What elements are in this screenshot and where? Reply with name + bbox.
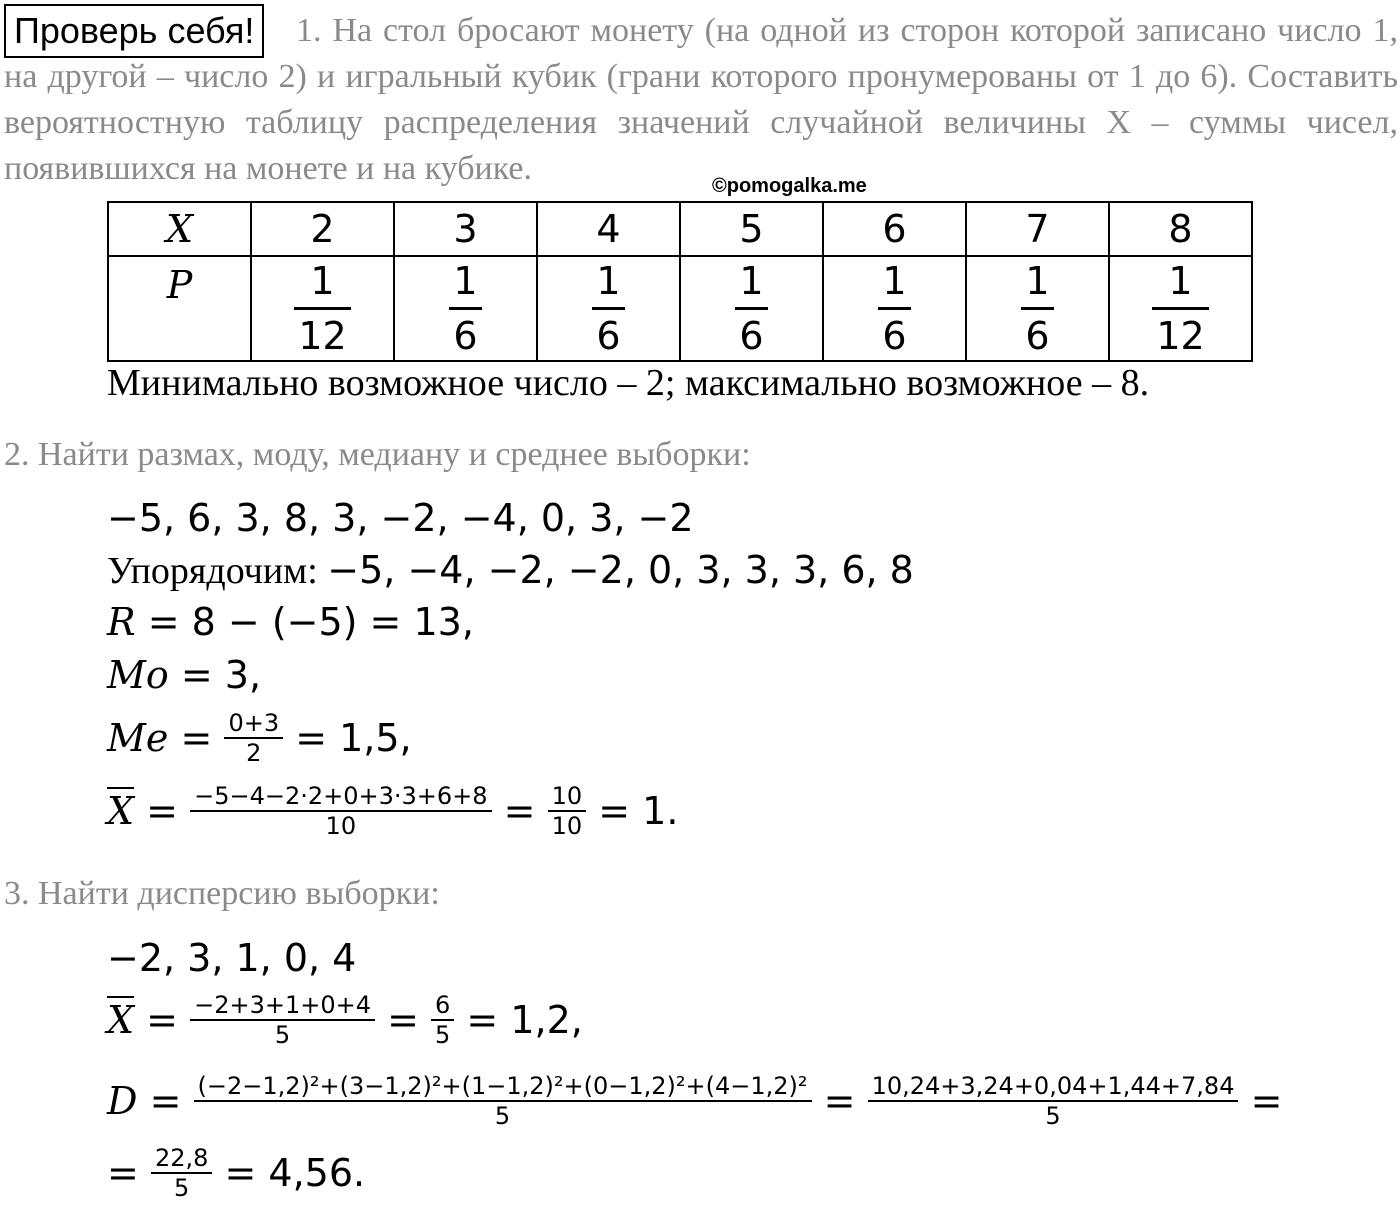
fraction-bar [1021,307,1053,310]
problem-1-statement: 1. На стол бросают монету (на одной из сторон которой записано число 1, на другой – число 2) и игральный кубик (грани которого пронумерованы от 1 до 6). Составить вероятностную таблицу распределения значений случайной величины X – суммы чисел, появившихся на монете и на кубике. [4,12,1398,187]
fraction-bar [1152,307,1208,310]
p-denominator: 6 [1025,314,1050,358]
p-denominator: 6 [882,314,907,358]
table-row-x [108,202,1252,256]
mean-label: $\overline{X}$ [107,789,135,833]
mean-denominator-2: 10 [551,812,583,840]
p3-mean-label: $\overline{X}$ [107,998,135,1042]
mode-expression: = 3, [180,653,262,697]
dispersion-final-line [107,1138,365,1208]
dispersion-numerator-2: 10,24+3,24+0,04+1,44+7,84 [871,1072,1235,1100]
mean-numerator-2: 10 [551,782,583,810]
p-denominator: 6 [453,314,478,358]
p-value [251,256,394,361]
x-value: 6 [823,202,966,256]
median-line [107,703,412,773]
mean-line [107,776,678,846]
x-value: 4 [537,202,680,256]
p-numerator: 1 [310,259,335,303]
problem-3-sample: −2, 3, 1, 0, 4 [107,936,357,980]
p-value [1109,256,1252,361]
fraction-bar [878,307,910,310]
range-label: R [107,600,136,644]
p-numerator: 1 [1025,259,1050,303]
p-value [680,256,823,361]
p-denominator: 12 [1156,314,1205,358]
table-row-p [108,256,1252,361]
dispersion-equals-3: = [1250,1079,1283,1123]
x-value: 3 [394,202,537,256]
mean-denominator: 10 [325,812,357,840]
x-header: X [108,202,251,256]
fraction-bar [294,307,350,310]
p-numerator: 1 [453,259,478,303]
p3-mean-numerator-2: 6 [435,991,451,1019]
p-denominator: 12 [298,314,347,358]
dispersion-denominator-2: 5 [1045,1102,1061,1130]
median-denominator: 2 [246,739,262,767]
problem-2-header: 2. Найти размах, моду, медиану и среднее выборки: [4,436,751,473]
mode-line [107,650,261,700]
dispersion-denominator: 5 [494,1102,511,1130]
mean-fraction [190,782,491,840]
p-numerator: 1 [596,259,621,303]
p-value [966,256,1109,361]
dispersion-line [107,1064,1282,1138]
median-fraction [224,709,283,767]
range-expression: = 8 − (−5) = 13, [147,600,474,644]
dispersion-fraction [194,1072,812,1130]
p-value [823,256,966,361]
watermark: ©pomogalka.me [712,175,867,197]
mode-label: Mo [107,653,169,697]
sorted-values: −5, −4, −2, −2, 0, 3, 3, 3, 6, 8 [327,548,914,592]
p3-mean-equals-2: = [387,998,419,1042]
problem-1-text [4,8,1398,192]
dispersion-label: D [107,1079,138,1123]
fraction-bar [592,307,624,310]
dispersion-equals: = [149,1079,182,1123]
check-yourself-badge: Проверь себя! [4,4,264,58]
p-value [537,256,680,361]
p3-mean-denominator: 5 [274,1021,291,1049]
dispersion-numerator: (−2−1,2)²+(3−1,2)²+(1−1,2)²+(0−1,2)²+(4−1,2)² [197,1072,808,1100]
final-equals: = [107,1151,139,1195]
p3-mean-fraction [190,991,375,1049]
p3-mean-equals: = [146,998,178,1042]
p3-mean-fraction-2 [431,991,454,1049]
fraction-bar [735,307,767,310]
p3-mean-result: = 1,2, [466,998,583,1042]
p-value [394,256,537,361]
distribution-table [107,201,1253,362]
x-value: 8 [1109,202,1252,256]
p-denominator: 6 [596,314,621,358]
dispersion-fraction-2 [868,1072,1239,1130]
x-value: 7 [966,202,1109,256]
x-value: 5 [680,202,823,256]
dispersion-equals-2: = [823,1079,856,1123]
fraction-bar [449,307,481,310]
x-value: 2 [251,202,394,256]
median-result: = 1,5, [295,716,412,760]
final-fraction [151,1144,212,1202]
median-label: Me [107,716,169,760]
problem-3-header: 3. Найти дисперсию выборки: [4,875,440,912]
range-line [107,597,474,647]
final-result: = 4,56. [224,1151,366,1195]
p-denominator: 6 [739,314,764,358]
median-equals: = [180,716,213,760]
mean-equals: = [146,789,178,833]
final-denominator: 5 [174,1174,190,1202]
problem-2-sorted-line [107,545,914,596]
median-numerator: 0+3 [228,709,280,737]
mean-equals-2: = [503,789,536,833]
p-header: P [108,256,251,361]
p3-mean-numerator: −2+3+1+0+4 [194,991,371,1019]
sorted-label: Упорядочим: [107,550,318,592]
p3-mean-line [107,985,583,1055]
mean-numerator: −5−4−2·2+0+3·3+6+8 [194,782,488,810]
problem-1-conclusion: Минимально возможное число – 2; максимально возможное – 8. [107,362,1150,404]
p3-mean-denominator-2: 5 [435,1021,451,1049]
p-numerator: 1 [1168,259,1193,303]
problem-2-sample: −5, 6, 3, 8, 3, −2, −4, 0, 3, −2 [107,496,694,540]
mean-result: = 1. [598,789,679,833]
p-numerator: 1 [882,259,907,303]
mean-fraction-2 [548,782,587,840]
final-numerator: 22,8 [154,1144,209,1172]
p-numerator: 1 [739,259,764,303]
